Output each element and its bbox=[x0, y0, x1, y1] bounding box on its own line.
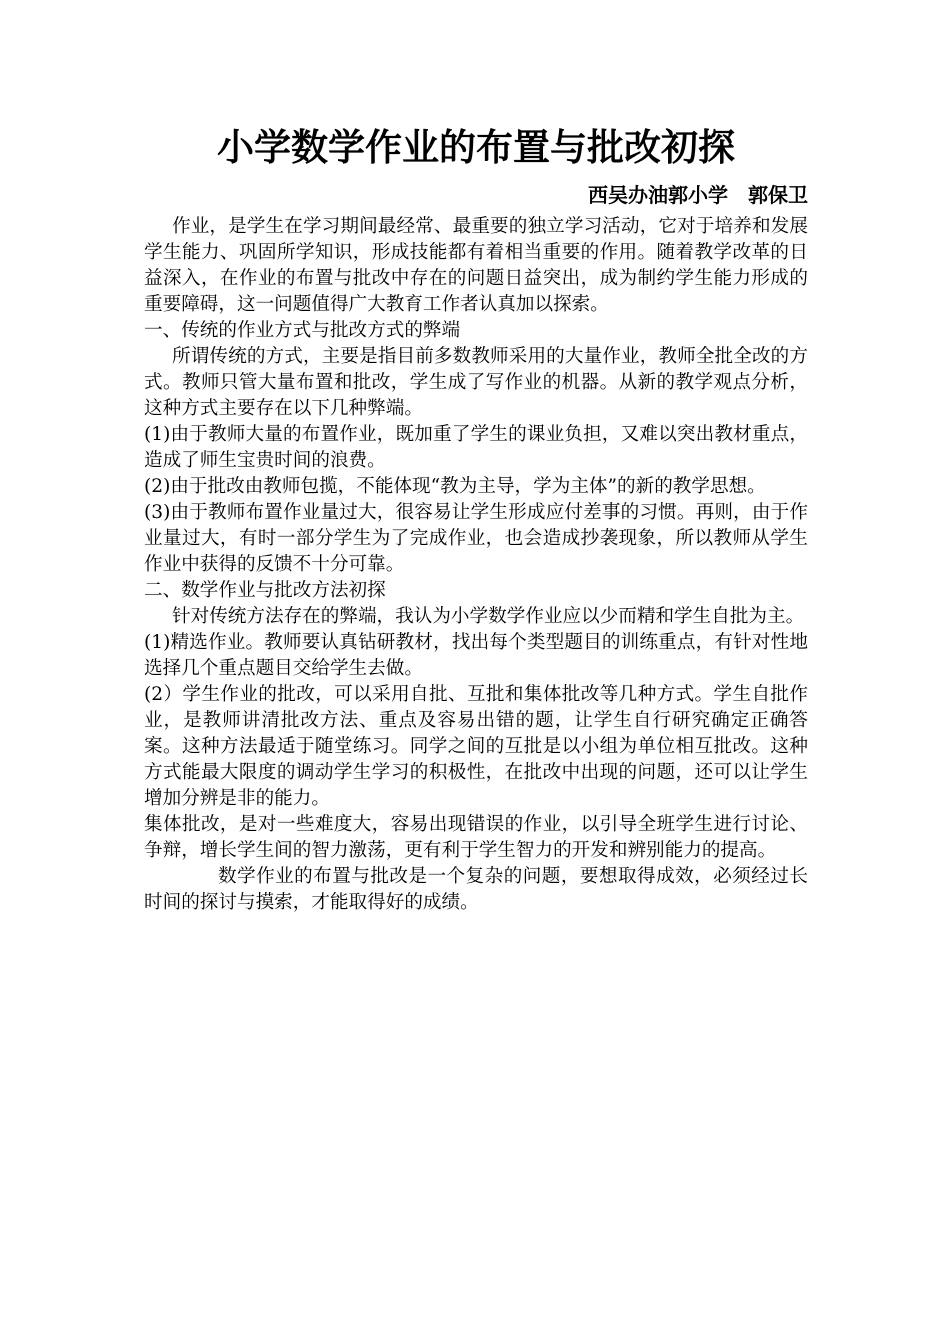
section1-paragraph: 所谓传统的方式，主要是指目前多数教师采用的大量作业，教师全批全改的方式。教师只管大量布置和批改，学生成了写作业的机器。从新的教学观点分析，这种方式主要存在以下几种弊端。 bbox=[144, 346, 808, 419]
section1-item-3: (3)由于教师布置作业量过大，很容易让学生形成应付差事的习惯。再则，由于作业量过大，有时一部分学生为了完成作业，也会造成抄袭现象，所以教师从学生作业中获得的反馈不十分可靠。 bbox=[144, 502, 808, 575]
author-line: 西吴办油郭小学 郭保卫 bbox=[588, 183, 808, 207]
section2-item-1: (1)精选作业。教师要认真钻研教材，找出每个类型题目的训练重点，有针对性地选择几个重点题目交给学生去做。 bbox=[144, 632, 808, 679]
document-title: 小学数学作业的布置与批改初探 bbox=[217, 126, 735, 169]
section2-collective-paragraph: 集体批改，是对一些难度大，容易出现错误的作业，以引导全班学生进行讨论、争辩，增长学生间的智力激荡，更有利于学生智力的开发和辨别能力的提高。 bbox=[144, 814, 808, 861]
document-body bbox=[144, 214, 808, 916]
conclusion-paragraph: 数学作业的布置与批改是一个复杂的问题，要想取得成效，必须经过长时间的探讨与摸索，才能取得好的成绩。 bbox=[144, 866, 808, 913]
section1-item-1: (1)由于教师大量的布置作业，既加重了学生的课业负担，又难以突出教材重点，造成了师生宝贵时间的浪费。 bbox=[144, 424, 808, 471]
section-heading-1: 一、传统的作业方式与批改方式的弊端 bbox=[144, 320, 461, 341]
section2-item-2: (2）学生作业的批改，可以采用自批、互批和集体批改等几种方式。学生自批作业，是教师讲清批改方法、重点及容易出错的题，让学生自行研究确定正确答案。这种方法最适于随堂练习。同学之间的互批是以小组为单位相互批改。这种方式能最大限度的调动学生学习的积极性，在批改中出现的问题，还可以让学生增加分辨是非的能力。 bbox=[144, 684, 808, 809]
section2-paragraph: 针对传统方法存在的弊端，我认为小学数学作业应以少而精和学生自批为主。 bbox=[172, 606, 805, 627]
intro-paragraph: 作业，是学生在学习期间最经常、最重要的独立学习活动，它对于培养和发展学生能力、巩固所学知识，形成技能都有着相当重要的作用。随着教学改革的日益深入，在作业的布置与批改中存在的问题日益突出，成为制约学生能力形成的重要障碍，这一问题值得广大教育工作者认真加以探索。 bbox=[144, 216, 808, 315]
document-page bbox=[144, 118, 808, 916]
section1-item-2: (2)由于批改由教师包揽，不能体现“教为主导，学为主体”的新的教学思想。 bbox=[144, 476, 766, 497]
section-heading-2: 二、数学作业与批改方法初探 bbox=[144, 580, 386, 601]
